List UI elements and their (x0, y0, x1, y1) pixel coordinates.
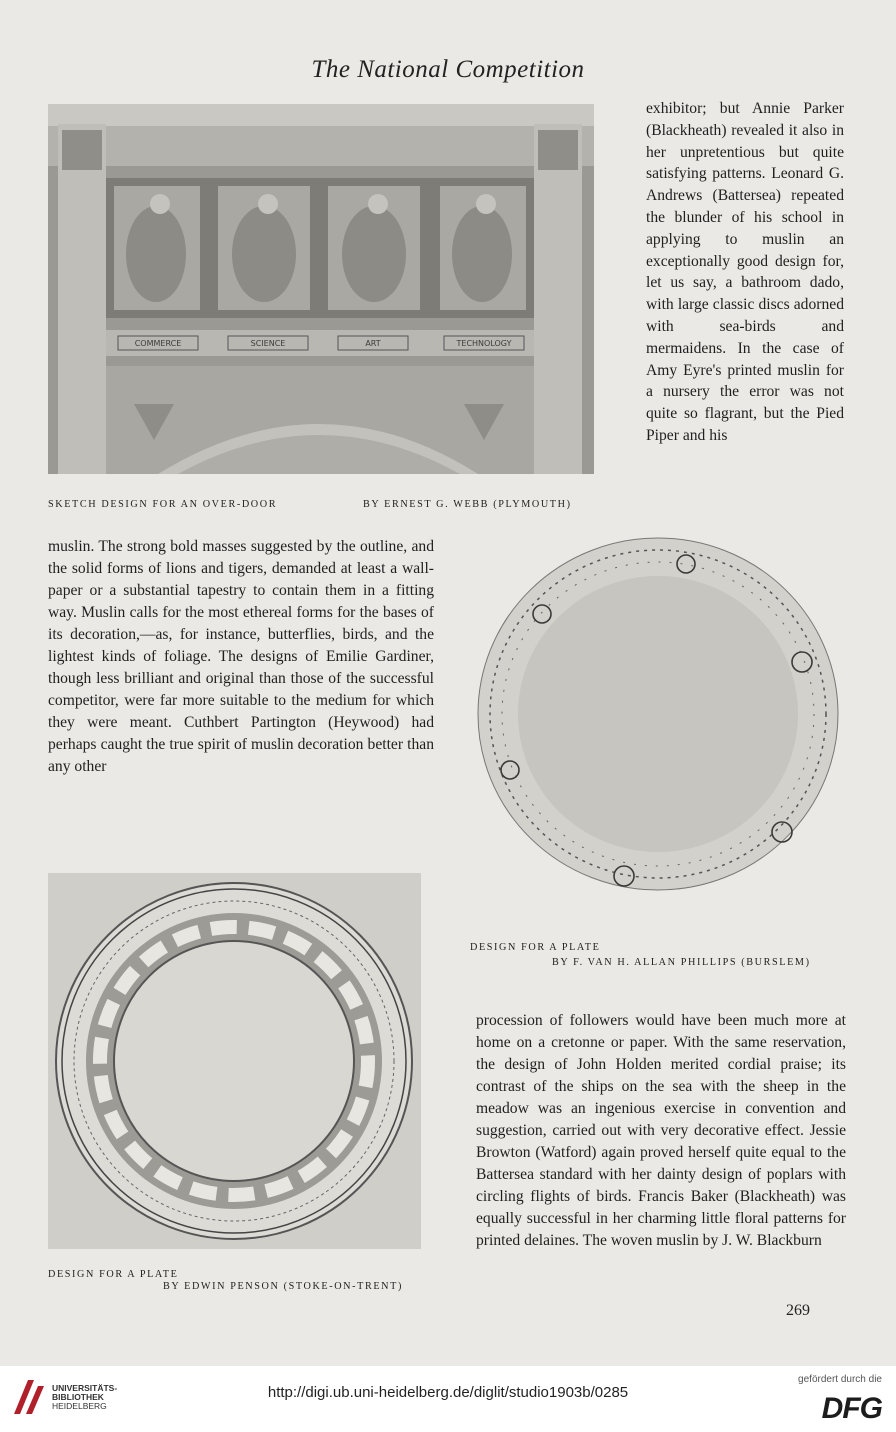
paragraph-left-middle: muslin. The strong bold masses suggested by the outline, and the solid forms of lions and tigers, demanded at least a wall-paper or a substantial tapestry to contain them in a fitting way. Muslin calls for the most ethereal forms for the bases of its decoration,—as, for instance, butterflies, birds, and the lightest kinds of foliage. The designs of Emilie Gardiner, though less brilliant and original than those of the successful competitor, were far more suitable to the medium for which they were meant. Cuthbert Partington (Heywood) had perhaps caught the true spirit of muslin decoration better than any other (48, 538, 434, 775)
paragraph-right-top: exhibitor; but Annie Parker (Blackheath) revealed it also in her unpretentious but quite satisfying patterns. Leonard G. Andrews (Battersea) repeated the blunder of his school in applying to muslin an exceptionally good design for, let us say, a bathroom dado, with large classic discs adorned with sea-birds and mermaidens. In the case of Amy Eyre's printed muslin for a nursery the error was not quite so flagrant, but the Pied Piper and his (646, 100, 844, 444)
paragraph-right-bottom: procession of followers would have been much more at home on a cretonne or paper. With the same reservation, the design of John Holden merited cordial praise; its contrast of the ships on the sea with the sheep in the meadow was an ingenious exercise in convention and suggestion, carried out with very decorative effect. Jessie Browton (Watford) again proved herself quite equal to the Battersea standard with her dainty design of poplars with circling flights of birds. Francis Baker (Blackheath) was equally successful in her charming little floral patterns for printed delaines. The woven muslin by J. W. Blackburn (476, 1012, 846, 1249)
penson-plate-photo (48, 873, 421, 1249)
library-name-line3: HEIDELBERG (52, 1401, 107, 1411)
library-name-line2: BIBLIOTHEK (52, 1392, 104, 1402)
text-left-middle (48, 536, 434, 778)
overdoor-photo (48, 104, 594, 474)
phillips-caption-credit: BY F. VAN H. ALLAN PHILLIPS (BURSLEM) (552, 957, 811, 968)
phillips-plate-photo (472, 534, 844, 894)
funding-note: gefördert durch die (798, 1374, 882, 1385)
overdoor-caption-title: SKETCH DESIGN FOR AN OVER-DOOR (48, 499, 278, 510)
penson-caption-credit: BY EDWIN PENSON (STOKE-ON-TRENT) (163, 1281, 403, 1292)
dfg-logo: DFG (821, 1392, 882, 1425)
penson-plate-image (48, 873, 421, 1249)
permalink-url[interactable]: http://digi.ub.uni-heidelberg.de/diglit/studio1903b/0285 (267, 1384, 629, 1401)
overdoor-caption-credit: BY ERNEST G. WEBB (PLYMOUTH) (363, 499, 572, 510)
panel-label-art: ART (365, 339, 381, 348)
overdoor-relief-image (48, 104, 594, 474)
running-title: The National Competition (311, 56, 585, 83)
panel-label-commerce: COMMERCE (134, 339, 182, 348)
panel-label-science: SCIENCE (250, 339, 286, 348)
text-right-top (646, 98, 844, 447)
penson-caption-title: DESIGN FOR A PLATE (48, 1269, 179, 1280)
phillips-caption-title: DESIGN FOR A PLATE (470, 942, 601, 953)
page-number: 269 (786, 1302, 810, 1319)
phillips-plate-image (472, 534, 844, 894)
text-right-bottom (476, 1010, 846, 1252)
library-name-line1: UNIVERSITÄTS- (52, 1383, 118, 1393)
panel-label-technology: TECHNOLOGY (456, 339, 512, 348)
